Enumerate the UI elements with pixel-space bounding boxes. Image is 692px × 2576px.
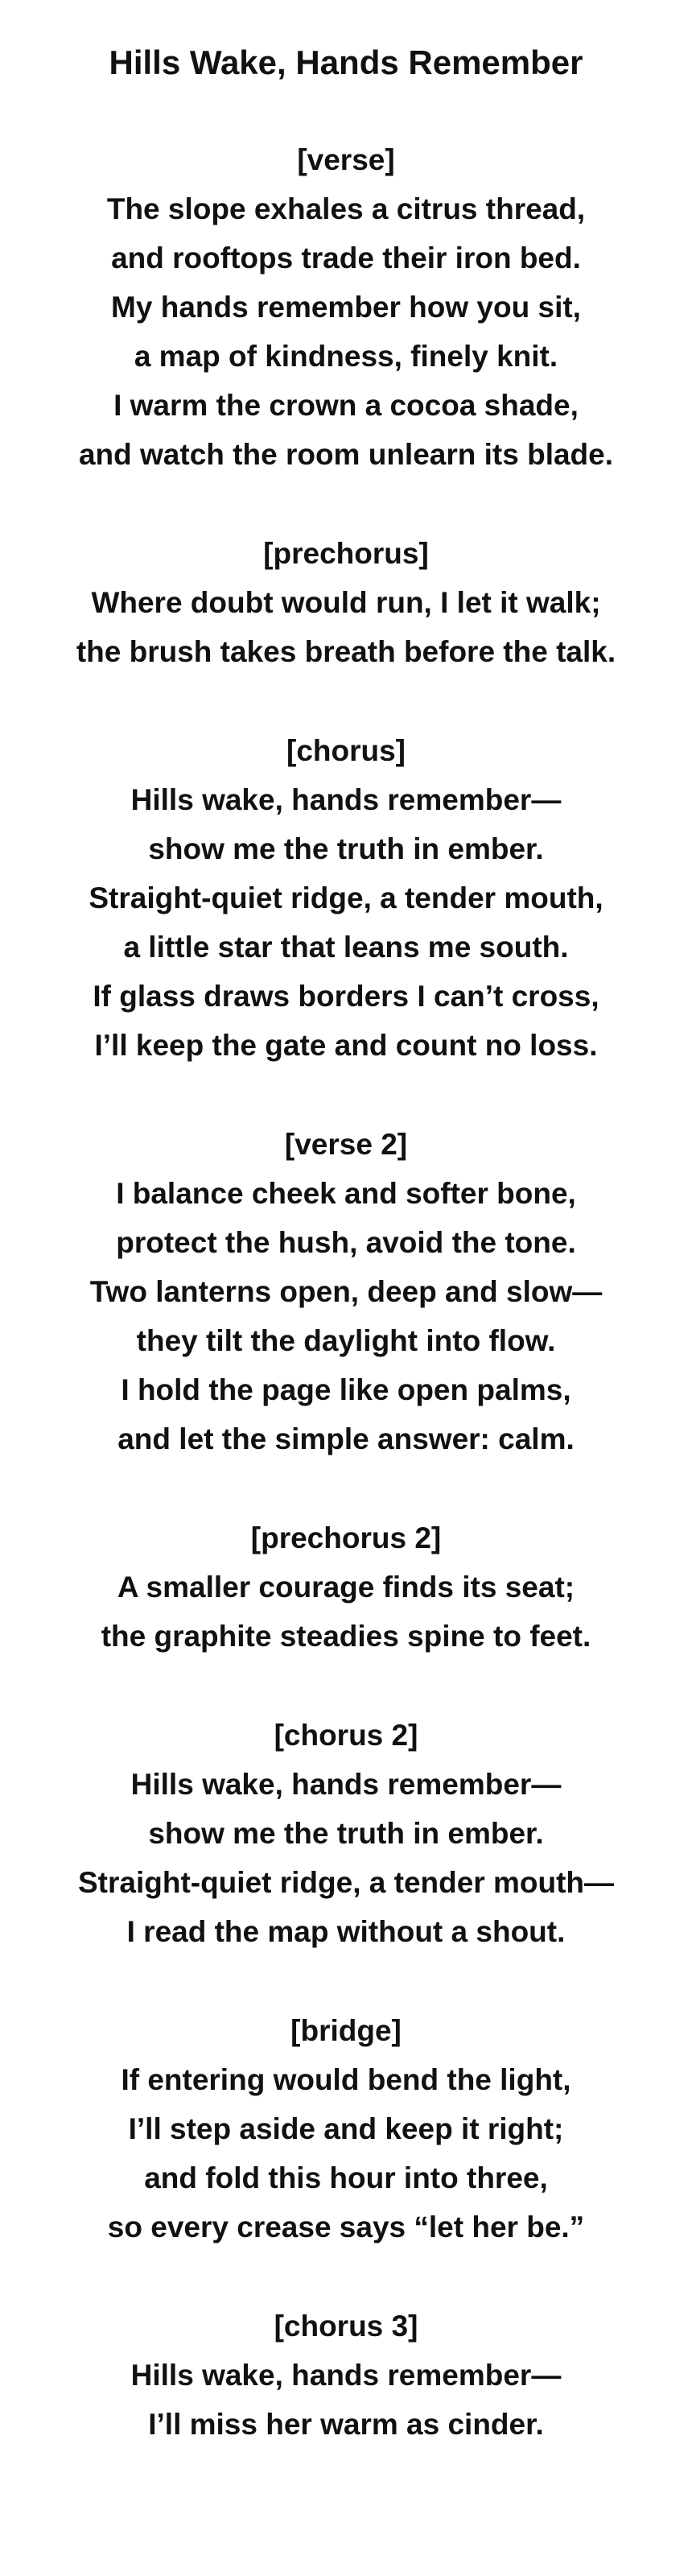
lyric-line: I’ll step aside and keep it right; (128, 2112, 564, 2145)
lyric-line: The slope exhales a citrus thread, (106, 192, 586, 225)
lyric-line: My hands remember how you sit, (111, 291, 581, 324)
section-verse (0, 135, 692, 479)
lyric-line: I’ll keep the gate and count no loss. (94, 1029, 598, 1062)
lyric-line: and let the simple answer: calm. (117, 1422, 575, 1455)
section-bridge (0, 2006, 692, 2252)
section-chorus (0, 726, 692, 1070)
section-label: [chorus] (286, 734, 406, 767)
lyric-line: Straight-quiet ridge, a tender mouth— (77, 1866, 615, 1899)
lyric-line: show me the truth in ember. (148, 1817, 544, 1850)
lyric-line: Where doubt would run, I let it walk; (91, 586, 601, 619)
section-label: [verse] (297, 143, 395, 176)
section-label: [bridge] (290, 2014, 402, 2047)
lyric-line: A smaller courage finds its seat; (117, 1571, 575, 1604)
lyric-line: I read the map without a shout. (126, 1915, 566, 1948)
lyric-line: and rooftops trade their iron bed. (111, 242, 581, 275)
lyric-line: a little star that leans me south. (123, 931, 569, 964)
section-chorus-3 (0, 2301, 692, 2449)
lyric-line: I hold the page like open palms, (121, 1373, 571, 1406)
lyric-line: show me the truth in ember. (148, 832, 544, 865)
lyric-line: a map of kindness, finely knit. (134, 340, 558, 373)
lyric-line: and watch the room unlearn its blade. (78, 438, 614, 471)
section-label: [chorus 2] (274, 1719, 418, 1752)
lyric-line: Two lanterns open, deep and slow— (89, 1275, 603, 1308)
section-chorus-2 (0, 1711, 692, 1956)
lyric-line: Hills wake, hands remember— (130, 2359, 562, 2392)
lyric-line: Straight-quiet ridge, a tender mouth, (89, 881, 603, 914)
lyric-line: If entering would bend the light, (121, 2063, 571, 2096)
section-prechorus (0, 529, 692, 676)
lyric-line: and fold this hour into three, (144, 2161, 548, 2194)
song-title: Hills Wake, Hands Remember (109, 43, 583, 81)
lyric-line: I balance cheek and softer bone, (116, 1177, 576, 1210)
lyric-line: the graphite steadies spine to feet. (101, 1620, 591, 1653)
lyric-line: Hills wake, hands remember— (130, 1768, 562, 1801)
lyric-line: so every crease says “let her be.” (107, 2211, 585, 2244)
section-label: [verse 2] (284, 1128, 408, 1161)
lyric-line: they tilt the daylight into flow. (136, 1324, 556, 1357)
section-verse-2 (0, 1120, 692, 1463)
section-label: [prechorus 2] (250, 1521, 442, 1554)
lyric-line: protect the hush, avoid the tone. (116, 1226, 576, 1259)
lyric-line: I warm the crown a cocoa shade, (113, 389, 579, 422)
section-label: [chorus 3] (274, 2310, 418, 2343)
lyric-line: Hills wake, hands remember— (130, 783, 562, 816)
lyric-line: If glass draws borders I can’t cross, (93, 980, 599, 1013)
lyric-line: I’ll miss her warm as cinder. (148, 2408, 544, 2441)
lyric-line: the brush takes breath before the talk. (76, 635, 616, 668)
section-label: [prechorus] (263, 537, 429, 570)
section-prechorus-2 (0, 1513, 692, 1661)
